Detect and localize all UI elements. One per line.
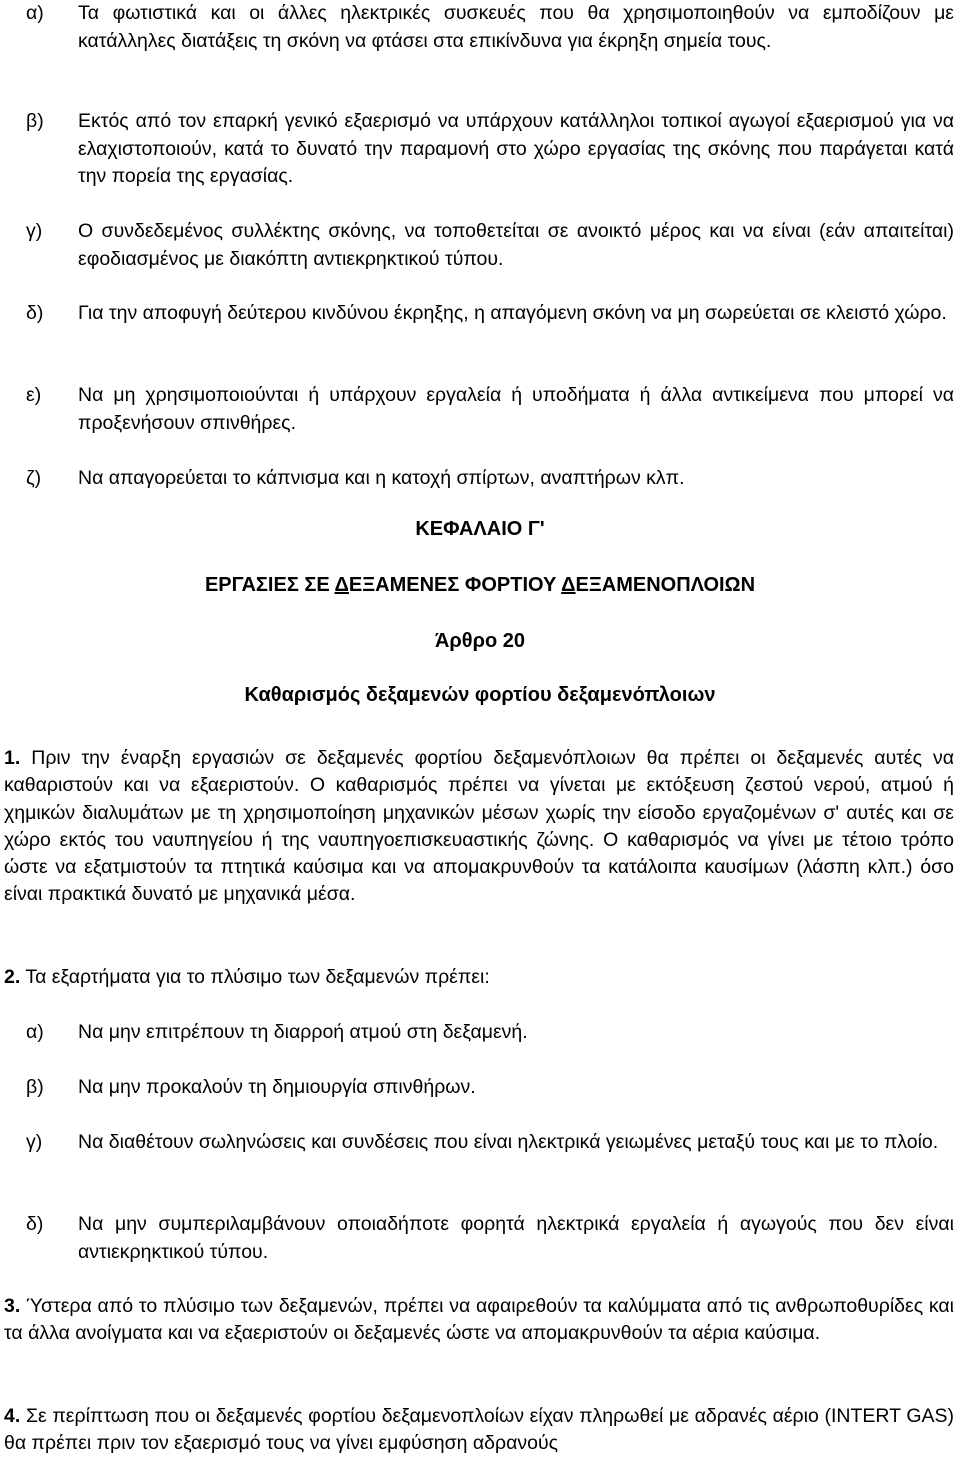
list-item [26,0,954,55]
list-item-text: Τα φωτιστικά και οι άλλες ηλεκτρικές συσκευές που θα χρησιμοποιηθούν να εμποδίζουν με κατάλληλες διατάξεις τη σκόνη να φτάσει στα επικίνδυνα για έκρηξη σημεία τους. [78,2,954,52]
paragraph-number: 4. [4,1405,21,1427]
numbered-paragraph [4,964,954,991]
list-item [26,108,954,191]
list-item-text: Να μην προκαλούν τη δημιουργία σπινθήρων. [78,1076,476,1098]
section-heading-part: ΕΞΑΜΕΝΟΠΛΟΙΩΝ [575,574,756,596]
paragraph-number: 3. [4,1295,21,1317]
numbered-paragraph [4,1293,954,1348]
list-item-label: γ) [26,1131,43,1153]
list-item [26,300,954,328]
list-item-text: Να μην επιτρέπουν τη διαρροή ατμού στη δεξαμενή. [78,1021,528,1043]
article-title: Καθαρισμός δεξαμενών φορτίου δεξαμενόπλοιων [244,684,716,706]
list-item-text: Εκτός από τον επαρκή γενικό εξαερισμό να υπάρχουν κατάλληλοι τοπικοί αγωγοί εξαερισμού για να ελαχιστοποιούν, κατά το δυνατό την παραμονή στο χώρο εργασίας της σκόνης που παράγεται κατά την πορεία της εργασίας. [78,110,954,187]
section-heading [0,574,960,597]
paragraph-number: 2. [4,966,21,988]
section-heading-part: Δ [334,574,349,596]
section-heading-part: Δ [561,574,576,596]
list-item-text: Ο συνδεδεμένος συλλέκτης σκόνης, να τοποθετείται σε ανοικτό μέρος και να είναι (εάν απαιτείται) εφοδιασμένος με διακόπτη αντιεκρηκτικού τύπου. [78,220,954,270]
list-item [26,465,954,493]
list-item [26,218,954,273]
list-item-label: δ) [26,1213,44,1235]
list-item [26,1019,954,1047]
section-heading-part: ΕΡΓΑΣΙΕΣ ΣΕ [204,574,335,596]
list-item-label: β) [26,110,44,132]
list-item [26,382,954,437]
list-item-text: Να μην συμπεριλαμβάνουν οποιαδήποτε φορητά ηλεκτρικά εργαλεία ή αγωγούς που δεν είναι αντιεκρηκτικού τύπου. [78,1213,954,1263]
list-item-label: α) [26,2,44,24]
numbered-paragraph [4,745,954,909]
chapter-heading: ΚΕΦΑΛΑΙΟ Γ' [415,518,545,540]
paragraph-text: Πριν την έναρξη εργασιών σε δεξαμενές φορτίου δεξαμενόπλοιων θα πρέπει οι δεξαμενές αυτές να καθαριστούν και να εξαεριστούν. Ο καθαρισμός πρέπει να γίνεται με εκτόξευση ζεστού νερού, ατμού ή χημικών διαλυμάτων με τη χρησιμοποίηση μηχανικών μέσων χωρίς την είσοδο εργαζομένων σ' αυτές και σε χώρο εκτός του ναυπηγείου ή της ναυπηγοεπισκευαστικής ζώνης. Ο καθαρισμός να γίνει με τέτοιο τρόπο ώστε να εξατμιστούν τα πτητικά καύσιμα και να απομακρυνθούν τα κατάλοιπα καυσίμων (λάσπη κλπ.) όσο είναι πρακτικά δυνατό με μηχανικά μέσα. [4,747,955,906]
list-item-label: ε) [26,384,42,406]
paragraph-text: Σε περίπτωση που οι δεξαμενές φορτίου δεξαμενοπλοίων είχαν πληρωθεί με αδρανές αέριο (INTERT GAS) θα πρέπει πριν τον εξαερισμό τους να γίνει εμφύσηση αδρανούς [4,1405,954,1455]
list-item-text: Να μη χρησιμοποιούνται ή υπάρχουν εργαλεία ή υποδήματα ή άλλα αντικείμενα που μπορεί να προξενήσουν σπινθήρες. [78,384,954,434]
article-heading: Άρθρο 20 [434,630,526,652]
paragraph-text: Τα εξαρτήματα για το πλύσιμο των δεξαμενών πρέπει: [25,966,490,988]
numbered-paragraph [4,1403,954,1458]
list-item-label: ζ) [26,467,42,489]
list-item-text: Να απαγορεύεται το κάπνισμα και η κατοχή σπίρτων, αναπτήρων κλπ. [78,467,685,489]
paragraph-number: 1. [4,747,21,769]
list-item-text: Να διαθέτουν σωληνώσεις και συνδέσεις που είναι ηλεκτρικά γειωμένες μεταξύ τους και με το πλοίο. [78,1131,939,1153]
list-item-text: Για την αποφυγή δεύτερου κινδύνου έκρηξης, η απαγόμενη σκόνη να μη σωρεύεται σε κλειστό χώρο. [78,302,947,324]
section-heading-part: ΕΞΑΜΕΝΕΣ ΦΟΡΤΙΟΥ [348,574,562,596]
list-item-label: α) [26,1021,44,1043]
list-item [26,1129,954,1157]
list-item [26,1074,954,1102]
list-item-label: β) [26,1076,44,1098]
list-item [26,1211,954,1266]
list-item-label: δ) [26,302,44,324]
list-item-label: γ) [26,220,43,242]
paragraph-text: Ύστερα από το πλύσιμο των δεξαμενών, πρέπει να αφαιρεθούν τα καλύμματα από τις ανθρωποθυρίδες και τα άλλα ανοίγματα και να εξαεριστούν οι δεξαμενές ώστε να απομακρυνθούν τα αέρια καύσιμα. [4,1295,955,1345]
